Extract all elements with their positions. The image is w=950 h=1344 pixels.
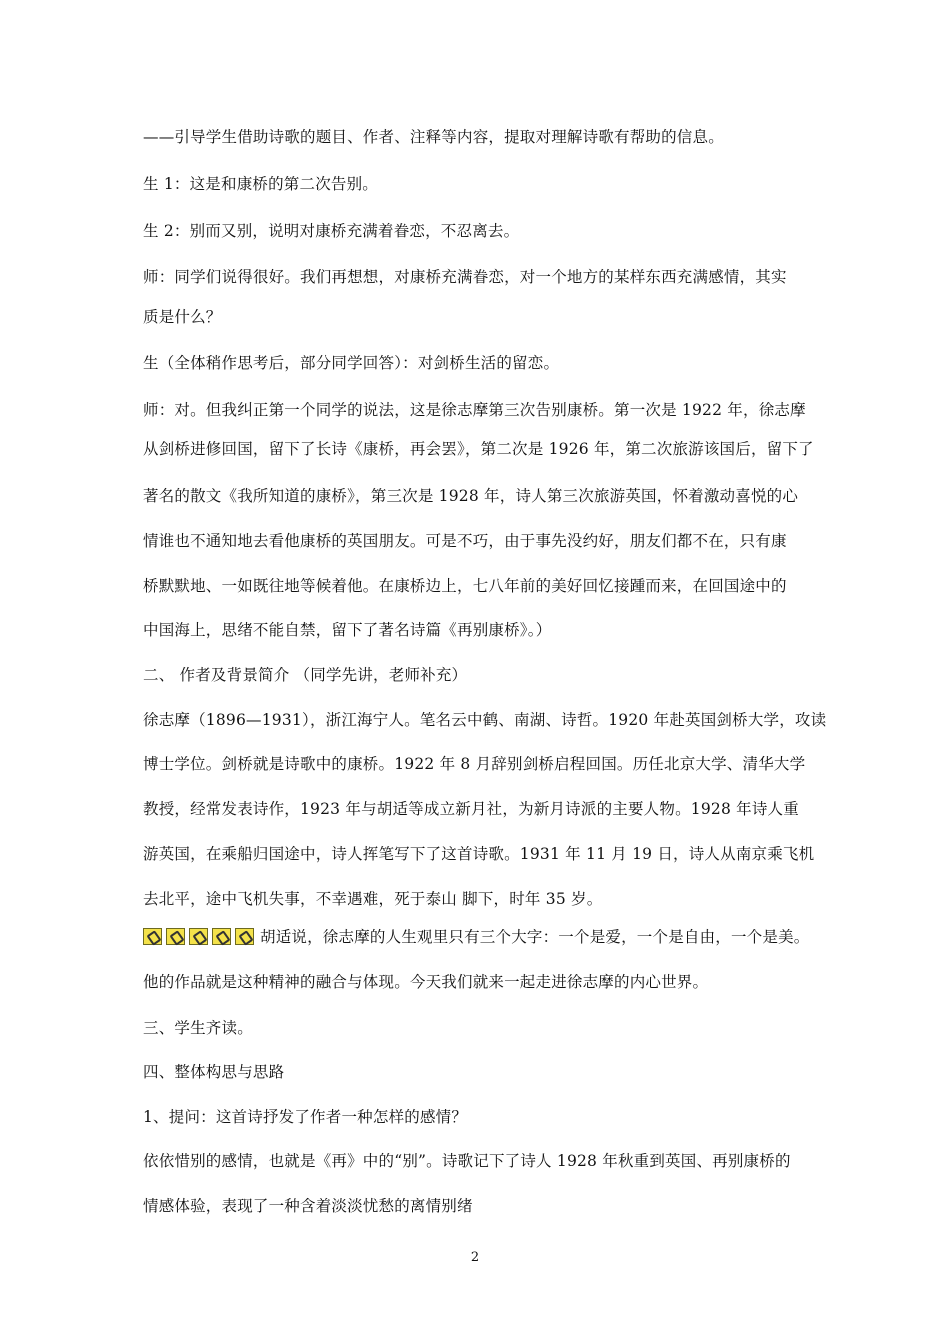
text-span: 胡适说，徐志摩的人生观里只有三个大字：一个是爱，一个是自由，一个是美。: [260, 928, 810, 946]
text-line: 情谁也不通知地去看他康桥的英国朋友。可是不巧，由于事先没约好，朋友们都不在，只有康: [143, 532, 787, 550]
pencil-icon: [143, 928, 162, 945]
text-line: 教授，经常发表诗作，1923 年与胡适等成立新月社，为新月诗派的主要人物。1928 年诗人重: [143, 800, 799, 818]
pencil-icon: [166, 928, 185, 945]
text-line: ——引导学生借助诗歌的题目、作者、注释等内容，提取对理解诗歌有帮助的信息。: [143, 128, 724, 146]
section-heading: 四、整体构思与思路: [143, 1063, 285, 1081]
text-line: 依依惜别的感情，也就是《再》中的“别”。诗歌记下了诗人 1928 年秋重到英国、再别康桥的: [143, 1152, 791, 1170]
text-line: 桥默默地、一如既往地等候着他。在康桥边上，七八年前的美好回忆接踵而来，在回国途中的: [143, 577, 787, 595]
text-line: 著名的散文《我所知道的康桥》，第三次是 1928 年，诗人第三次旅游英国，怀着激动喜悦的心: [143, 487, 799, 505]
text-line: 情感体验，表现了一种含着淡淡忧愁的离情别绪: [143, 1197, 473, 1215]
pencil-icon: [235, 928, 254, 945]
pencil-icon: [189, 928, 208, 945]
pencil-icon: [212, 928, 231, 945]
text-line: 博士学位。剑桥就是诗歌中的康桥。1922 年 8 月辞别剑桥启程回国。历任北京大学、清华大学: [143, 755, 806, 773]
text-line: 从剑桥进修回国，留下了长诗《康桥，再会罢》，第二次是 1926 年，第二次旅游该国后，留下了: [143, 440, 814, 458]
text-line: 中国海上，思绪不能自禁，留下了著名诗篇《再别康桥》。）: [143, 621, 552, 639]
text-line: 质是什么？: [143, 308, 222, 326]
text-line: 生 1：这是和康桥的第二次告别。: [143, 175, 378, 193]
embedded-object-icons: [143, 928, 258, 946]
text-line: 游英国，在乘船归国途中，诗人挥笔写下了这首诗歌。1931 年 11 月 19 日，诗人从南京乘飞机: [143, 845, 815, 863]
text-line: 1、提问：这首诗抒发了作者一种怎样的感情？: [143, 1108, 468, 1126]
section-heading: 三、学生齐读。: [143, 1019, 253, 1037]
page-number: 2: [470, 1250, 480, 1265]
text-line: 师：对。但我纠正第一个同学的说法，这是徐志摩第三次告别康桥。第一次是 1922 年，徐志摩: [143, 401, 806, 419]
text-line: 他的作品就是这种精神的融合与体现。今天我们就来一起走进徐志摩的内心世界。: [143, 973, 709, 991]
text-line: 生（全体稍作思考后，部分同学回答）：对剑桥生活的留恋。: [143, 354, 560, 372]
text-line: 徐志摩（1896—1931），浙江海宁人。笔名云中鹤、南湖、诗哲。1920 年赴英国剑桥大学，攻读: [143, 711, 827, 729]
text-line: 去北平，途中飞机失事，不幸遇难，死于泰山 脚下，时年 35 岁。: [143, 890, 603, 908]
text-line: 生 2：别而又别，说明对康桥充满着眷恋，不忍离去。: [143, 222, 520, 240]
text-line: 师：同学们说得很好。我们再想想，对康桥充满眷恋，对一个地方的某样东西充满感情，其实: [143, 268, 787, 286]
section-heading: 二、 作者及背景简介 （同学先讲，老师补充）: [143, 666, 468, 684]
text-line-with-icons: [143, 927, 843, 947]
